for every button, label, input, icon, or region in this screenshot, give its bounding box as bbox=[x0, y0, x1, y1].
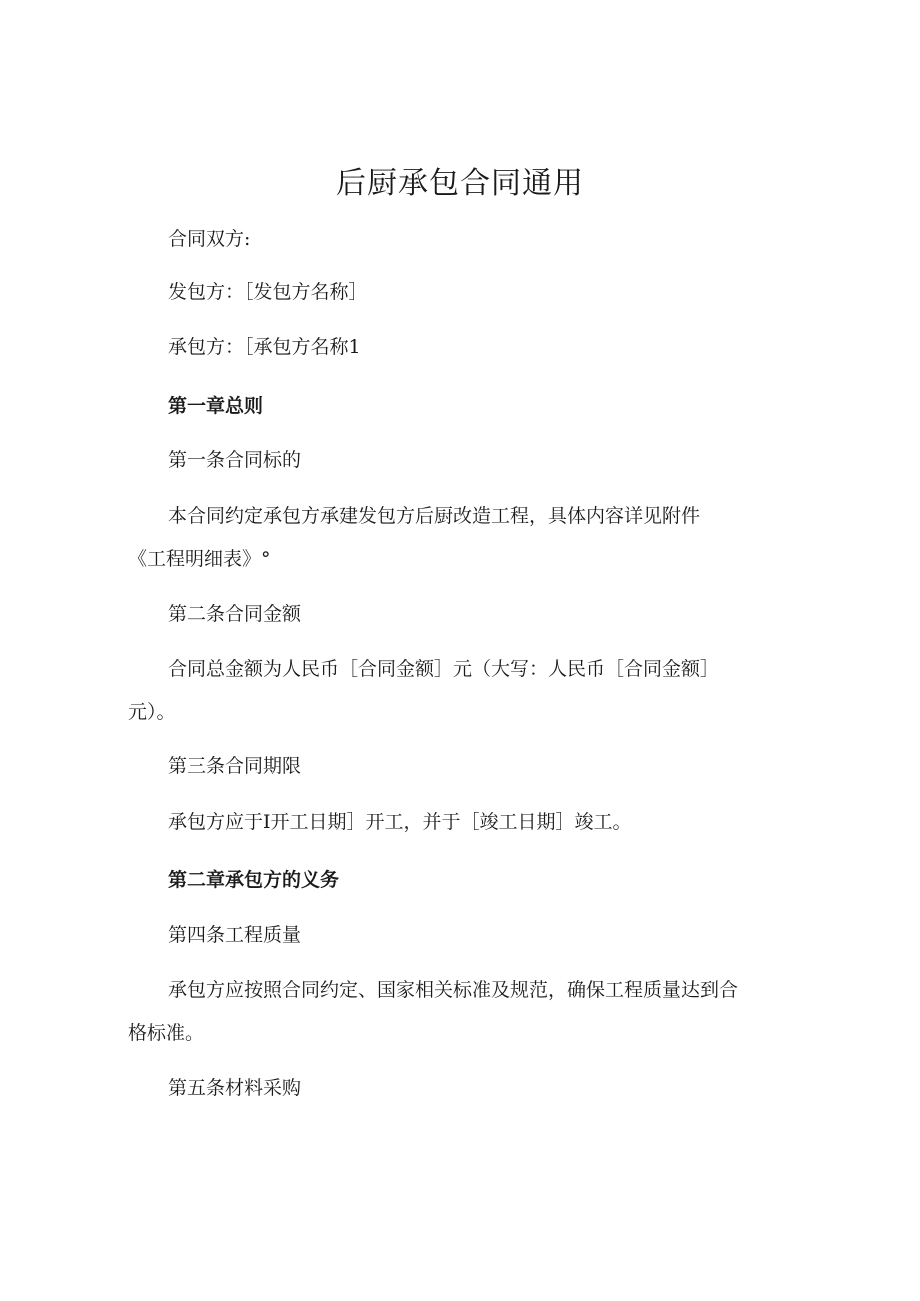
article-2-title: 第二条合同金额 bbox=[168, 603, 302, 625]
article-2-body-line-1: 合同总金额为人民币［合同金额］元（大写：人民币［合同金额］ bbox=[168, 658, 720, 680]
chapter-1-heading: 第一章总则 bbox=[168, 395, 264, 417]
article-1-title: 第一条合同标的 bbox=[168, 449, 302, 471]
article-2-body-line-2: 元）。 bbox=[128, 701, 176, 723]
parties-label: 合同双方: bbox=[168, 228, 251, 250]
article-3-title: 第三条合同期限 bbox=[168, 755, 302, 777]
article-4-body-line-1: 承包方应按照合同约定、国家相关标准及规范，确保工程质量达到合 bbox=[168, 979, 739, 1001]
article-1-body-line-2: 《工程明细表》° bbox=[128, 548, 271, 570]
document-title: 后厨承包合同通用 bbox=[336, 166, 584, 201]
article-5-title: 第五条材料采购 bbox=[168, 1077, 302, 1099]
party-b: 承包方：［承包方名称1 bbox=[168, 336, 361, 358]
article-3-body: 承包方应于Ⅰ开工日期］开工，并于［竣工日期］竣工。 bbox=[168, 811, 632, 833]
article-1-body-line-1: 本合同约定承包方承建发包方后厨改造工程，具体内容详见附件 bbox=[168, 505, 701, 527]
chapter-2-heading: 第二章承包方的义务 bbox=[168, 869, 340, 891]
article-4-body-line-2: 格标准。 bbox=[128, 1022, 205, 1044]
article-4-title: 第四条工程质量 bbox=[168, 924, 302, 946]
party-a: 发包方：［发包方名称］ bbox=[168, 281, 368, 303]
